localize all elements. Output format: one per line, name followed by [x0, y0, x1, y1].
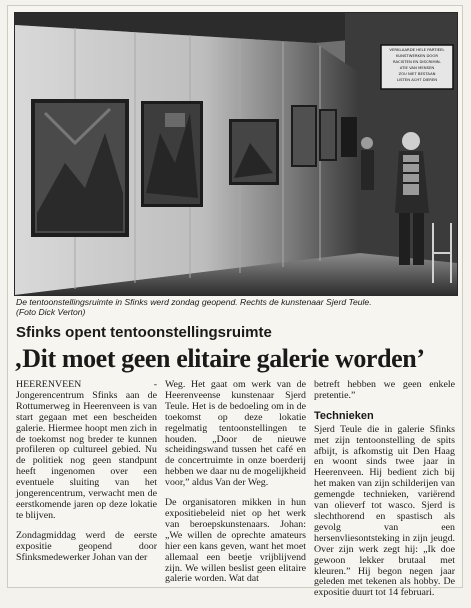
sign-line: VERKLAARDE HELE PARTIEEL [389, 47, 445, 52]
painting-3 [229, 119, 279, 185]
photo-caption [16, 297, 456, 317]
painting-6 [341, 117, 357, 157]
sign-line: KUNSTWERKEN DOOR [395, 53, 439, 58]
column-3 [314, 380, 455, 608]
sign-line: ATIE VAN MENSEN [399, 65, 435, 70]
article-body [16, 380, 456, 608]
column-2 [165, 380, 306, 608]
paragraph: De organisatoren mikken in hun expositiebeleid niet op het werk van beroepskunstenaars. Johan: „We willen de oprechte amateurs hier een kans geven, want het moet allemaal een beetje vrijblijvend zijn. We willen beslist geen elitaire galerie worden. Wat dat [165, 497, 306, 585]
sign-line: LISTEN ACHT DIEREN [396, 77, 438, 82]
paragraph: Sjerd Teule die in galerie Sfinks met zijn tentoonstelling de spits afbijt, is afkomstig uit Den Haag en woont sinds twee jaar in Heerenveen. Hij bedient zich bij het maken van zijn schilderijen van gemengde technieken, variërend van olieverf tot wasco. Sjerd is slechthorend en spastisch als gevolg van een hersenvliesontsteking in zijn jeugd. Over zijn werk zegt hij: „Ik doe gewoon lekker brutaal met kleuren.” Hij begon negen jaar geleden met tekenen als hobby. De expositie duurt tot 14 februari. [314, 423, 455, 599]
painting-1 [31, 99, 129, 237]
paragraph [16, 380, 157, 522]
column-1 [16, 380, 157, 608]
paragraph: Zondagmiddag werd de eerste expositie geopend door Sfinksmedewerker Johan van der [16, 529, 157, 563]
kicker: Sfinks opent tentoonstellingsruimte [16, 324, 272, 341]
sign-line: ZOU NIET BESTAAN [398, 71, 436, 76]
painting-4 [291, 105, 317, 167]
headline: ‚Dit moet geen elitaire galerie worden’ [14, 344, 425, 373]
newspaper-clipping [7, 5, 463, 599]
section-heading: Technieken [314, 409, 374, 422]
exhibition-photo [14, 12, 458, 296]
dateline: HEERENVEEN [16, 379, 82, 390]
paragraph-text: - Jongerencentrum Sfinks aan de Rottumerweg in Heerenveen is van start gegaan met een bescheiden galerie. Hiermee hoopt men zich in de toekomst nog breder te kunnen profileren op cultureel gebied. Nu de politiek nog geen standpunt heeft ingenomen over een eventuele sluiting van het jongerencentrum, verwacht men de eerstkomende jaren op deze lokatie te blijven. [16, 379, 157, 521]
paragraph: betreft hebben we geen enkele pretentie.” [314, 379, 455, 401]
protest-sign [381, 45, 453, 89]
paragraph: Weg. Het gaat om werk van de Heerenveense kunstenaar Sjerd Teule. Het is de bedoeling om in de toekomst op deze lokatie regelmatig tentoonstellingen te houden. „Door de nieuwe scheidingswand tussen het café en de concertruimte in onze boerderij hebben we daar nu de mogelijkheid voor,” aldus Van der Weg. [165, 379, 306, 489]
painting-5 [319, 109, 337, 161]
caption-text: De tentoonstellingsruimte in Sfinks werd zondag geopend. Rechts de kunstenaar Sjerd Teule. [16, 297, 372, 307]
photo-credit: (Foto Dick Verton) [16, 307, 86, 317]
sign-line: RACISTEN EN DISCRIMIN- [393, 59, 441, 64]
painting-2 [141, 101, 203, 207]
